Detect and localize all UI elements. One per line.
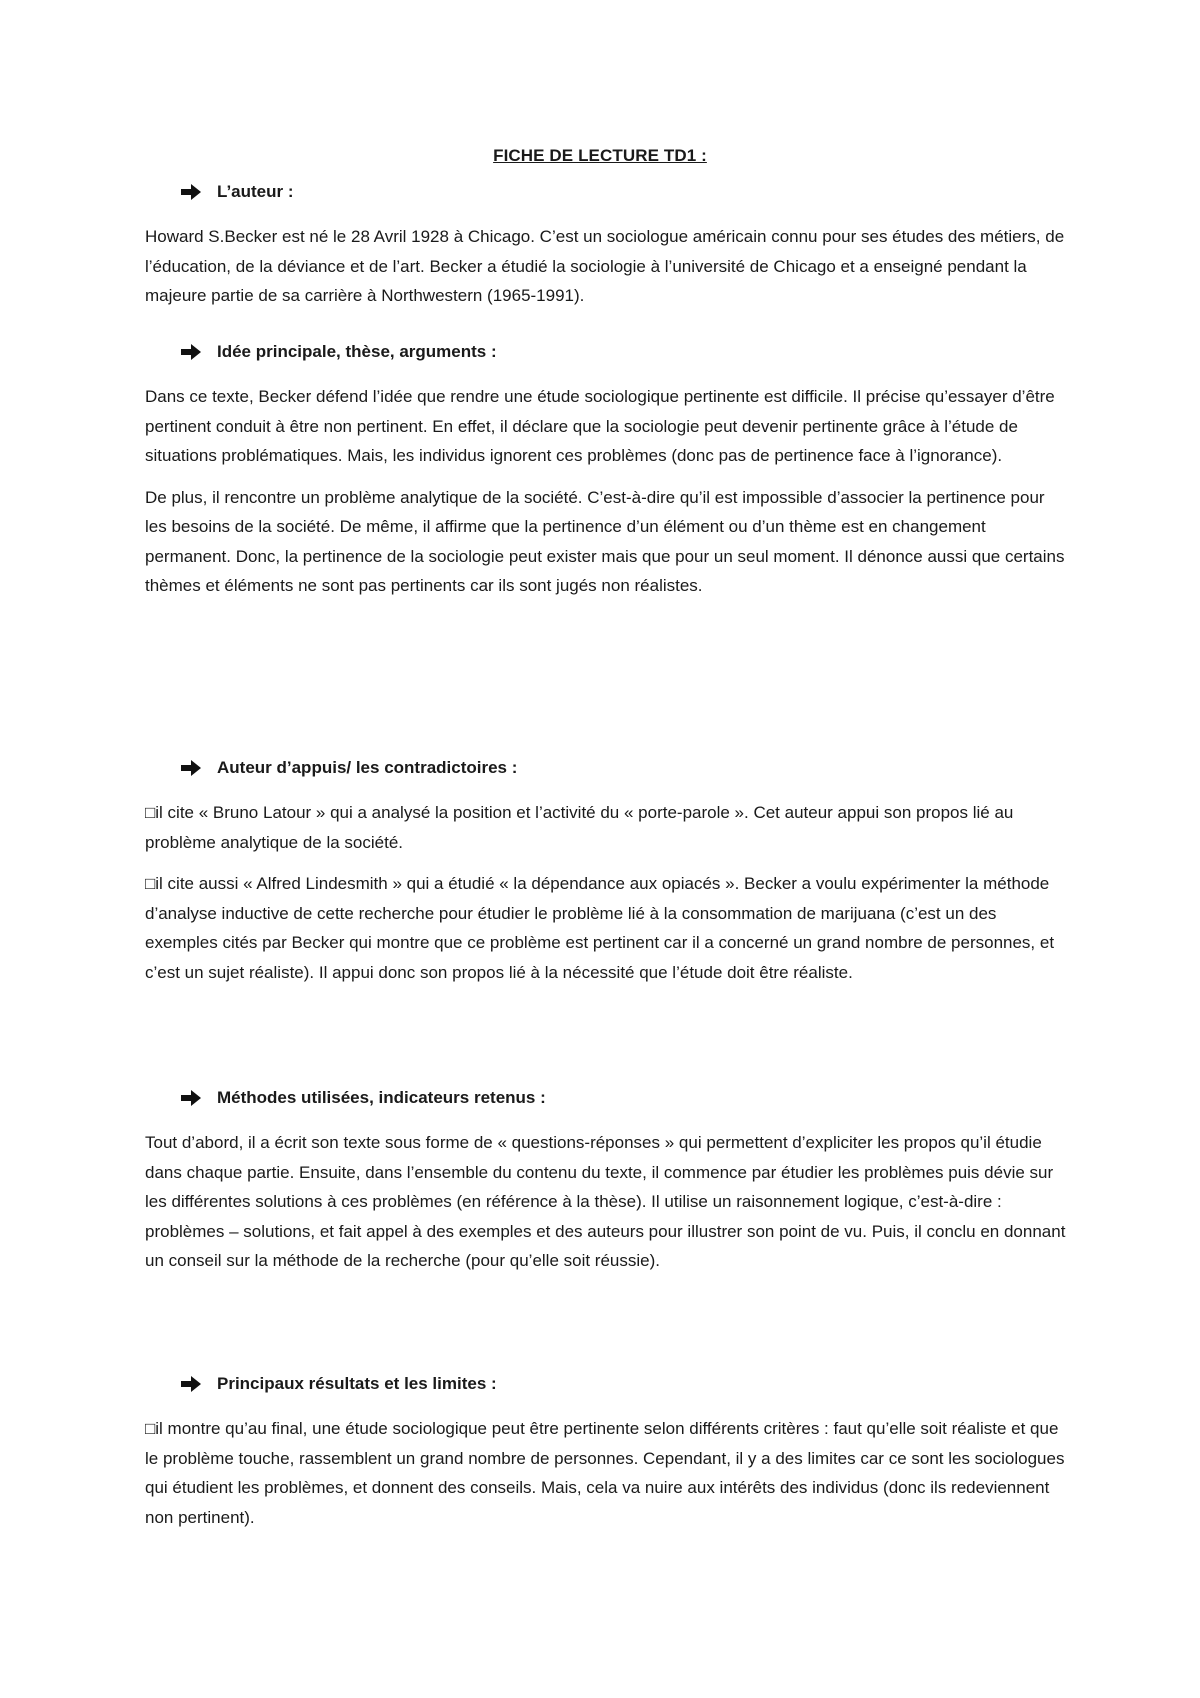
section-heading — [145, 1372, 1070, 1402]
section-heading-text: L’auteur : — [217, 182, 294, 201]
section-heading-text: Auteur d’appuis/ les contradictoires : — [217, 758, 518, 777]
right-arrow-icon — [180, 759, 202, 777]
section-supporting-authors — [145, 756, 1070, 999]
section-heading — [145, 340, 1070, 370]
right-arrow-icon — [180, 183, 202, 201]
paragraph: □il montre qu’au final, une étude sociologique peut être pertinente selon différents critères : faut qu’elle soit réaliste et que le problème touche, rassemblent un grand nombre de personnes. Cependant, il y a des limites car ce sont les sociologues qui étudient les problèmes, et donnent des conseils. Mais, cela va nuire aux intérêts des individus (donc ils redeviennent non pertinent). — [145, 1419, 1065, 1527]
right-arrow-icon — [180, 1089, 202, 1107]
paragraph: □il cite « Bruno Latour » qui a analysé la position et l’activité du « porte-parole ». Cet auteur appui son propos lié au problème analytique de la société. — [145, 803, 1014, 852]
section-main-idea — [145, 340, 1070, 613]
paragraph: De plus, il rencontre un problème analytique de la société. C’est-à-dire qu’il est impossible d’associer la pertinence pour les besoins de la société. De même, il affirme que la pertinence d’un élément ou d’un thème est en changement permanent. Donc, la pertinence de la sociologie peut exister mais que pour un seul moment. Il dénonce aussi que certains thèmes et éléments ne sont pas pertinents car ils sont jugés non réalistes. — [145, 487, 1065, 595]
section-heading-text: Principaux résultats et les limites : — [217, 1374, 497, 1393]
section-results — [145, 1372, 1070, 1544]
right-arrow-icon — [180, 343, 202, 361]
document-title: FICHE DE LECTURE TD1 : — [493, 146, 707, 165]
section-heading-text: Idée principale, thèse, arguments : — [217, 342, 497, 361]
paragraph: Dans ce texte, Becker défend l’idée que rendre une étude sociologique pertinente est difficile. Il précise qu’essayer d’être pertinent conduit à être non pertinent. En effet, il déclare que la sociologie peut devenir pertinente grâce à l’étude de situations problématiques. Mais, les individus ignorent ces problèmes (donc pas de pertinence face à l’ignorance). — [145, 387, 1055, 465]
section-heading-text: Méthodes utilisées, indicateurs retenus : — [217, 1088, 546, 1107]
section-methods — [145, 1086, 1070, 1288]
section-heading — [145, 180, 1070, 210]
paragraph: Tout d’abord, il a écrit son texte sous forme de « questions-réponses » qui permettent d’expliciter les propos qu’il étudie dans chaque partie. Ensuite, dans l’ensemble du contenu du texte, il commence par étudier les problèmes puis dévie sur les différentes solutions à ces problèmes (en référence à la thèse). Il utilise un raisonnement logique, c’est-à-dire : problèmes – solutions, et fait appel à des exemples et des auteurs pour illustrer son point de vu. Puis, il conclu en donnant un conseil sur la méthode de la recherche (pour qu’elle soit réussie). — [145, 1133, 1066, 1270]
right-arrow-icon — [180, 1375, 202, 1393]
section-heading — [145, 756, 1070, 786]
paragraph: □il cite aussi « Alfred Lindesmith » qui a étudié « la dépendance aux opiacés ». Becker a voulu expérimenter la méthode d’analyse inductive de cette recherche pour étudier le problème lié à la consommation de marijuana (c’est un des exemples cités par Becker qui montre que ce problème est pertinent car il a concerné un grand nombre de personnes, et c’est un sujet réaliste). Il appui donc son propos lié à la nécessité que l’étude doit être réaliste. — [145, 874, 1055, 982]
section-heading — [145, 1086, 1070, 1116]
paragraph: Howard S.Becker est né le 28 Avril 1928 à Chicago. C’est un sociologue américain connu pour ses études des métiers, de l’éducation, de la déviance et de l’art. Becker a étudié la sociologie à l’université de Chicago et a enseigné pendant la majeure partie de sa carrière à Northwestern (1965-1991). — [145, 227, 1065, 305]
section-author — [145, 180, 1070, 323]
